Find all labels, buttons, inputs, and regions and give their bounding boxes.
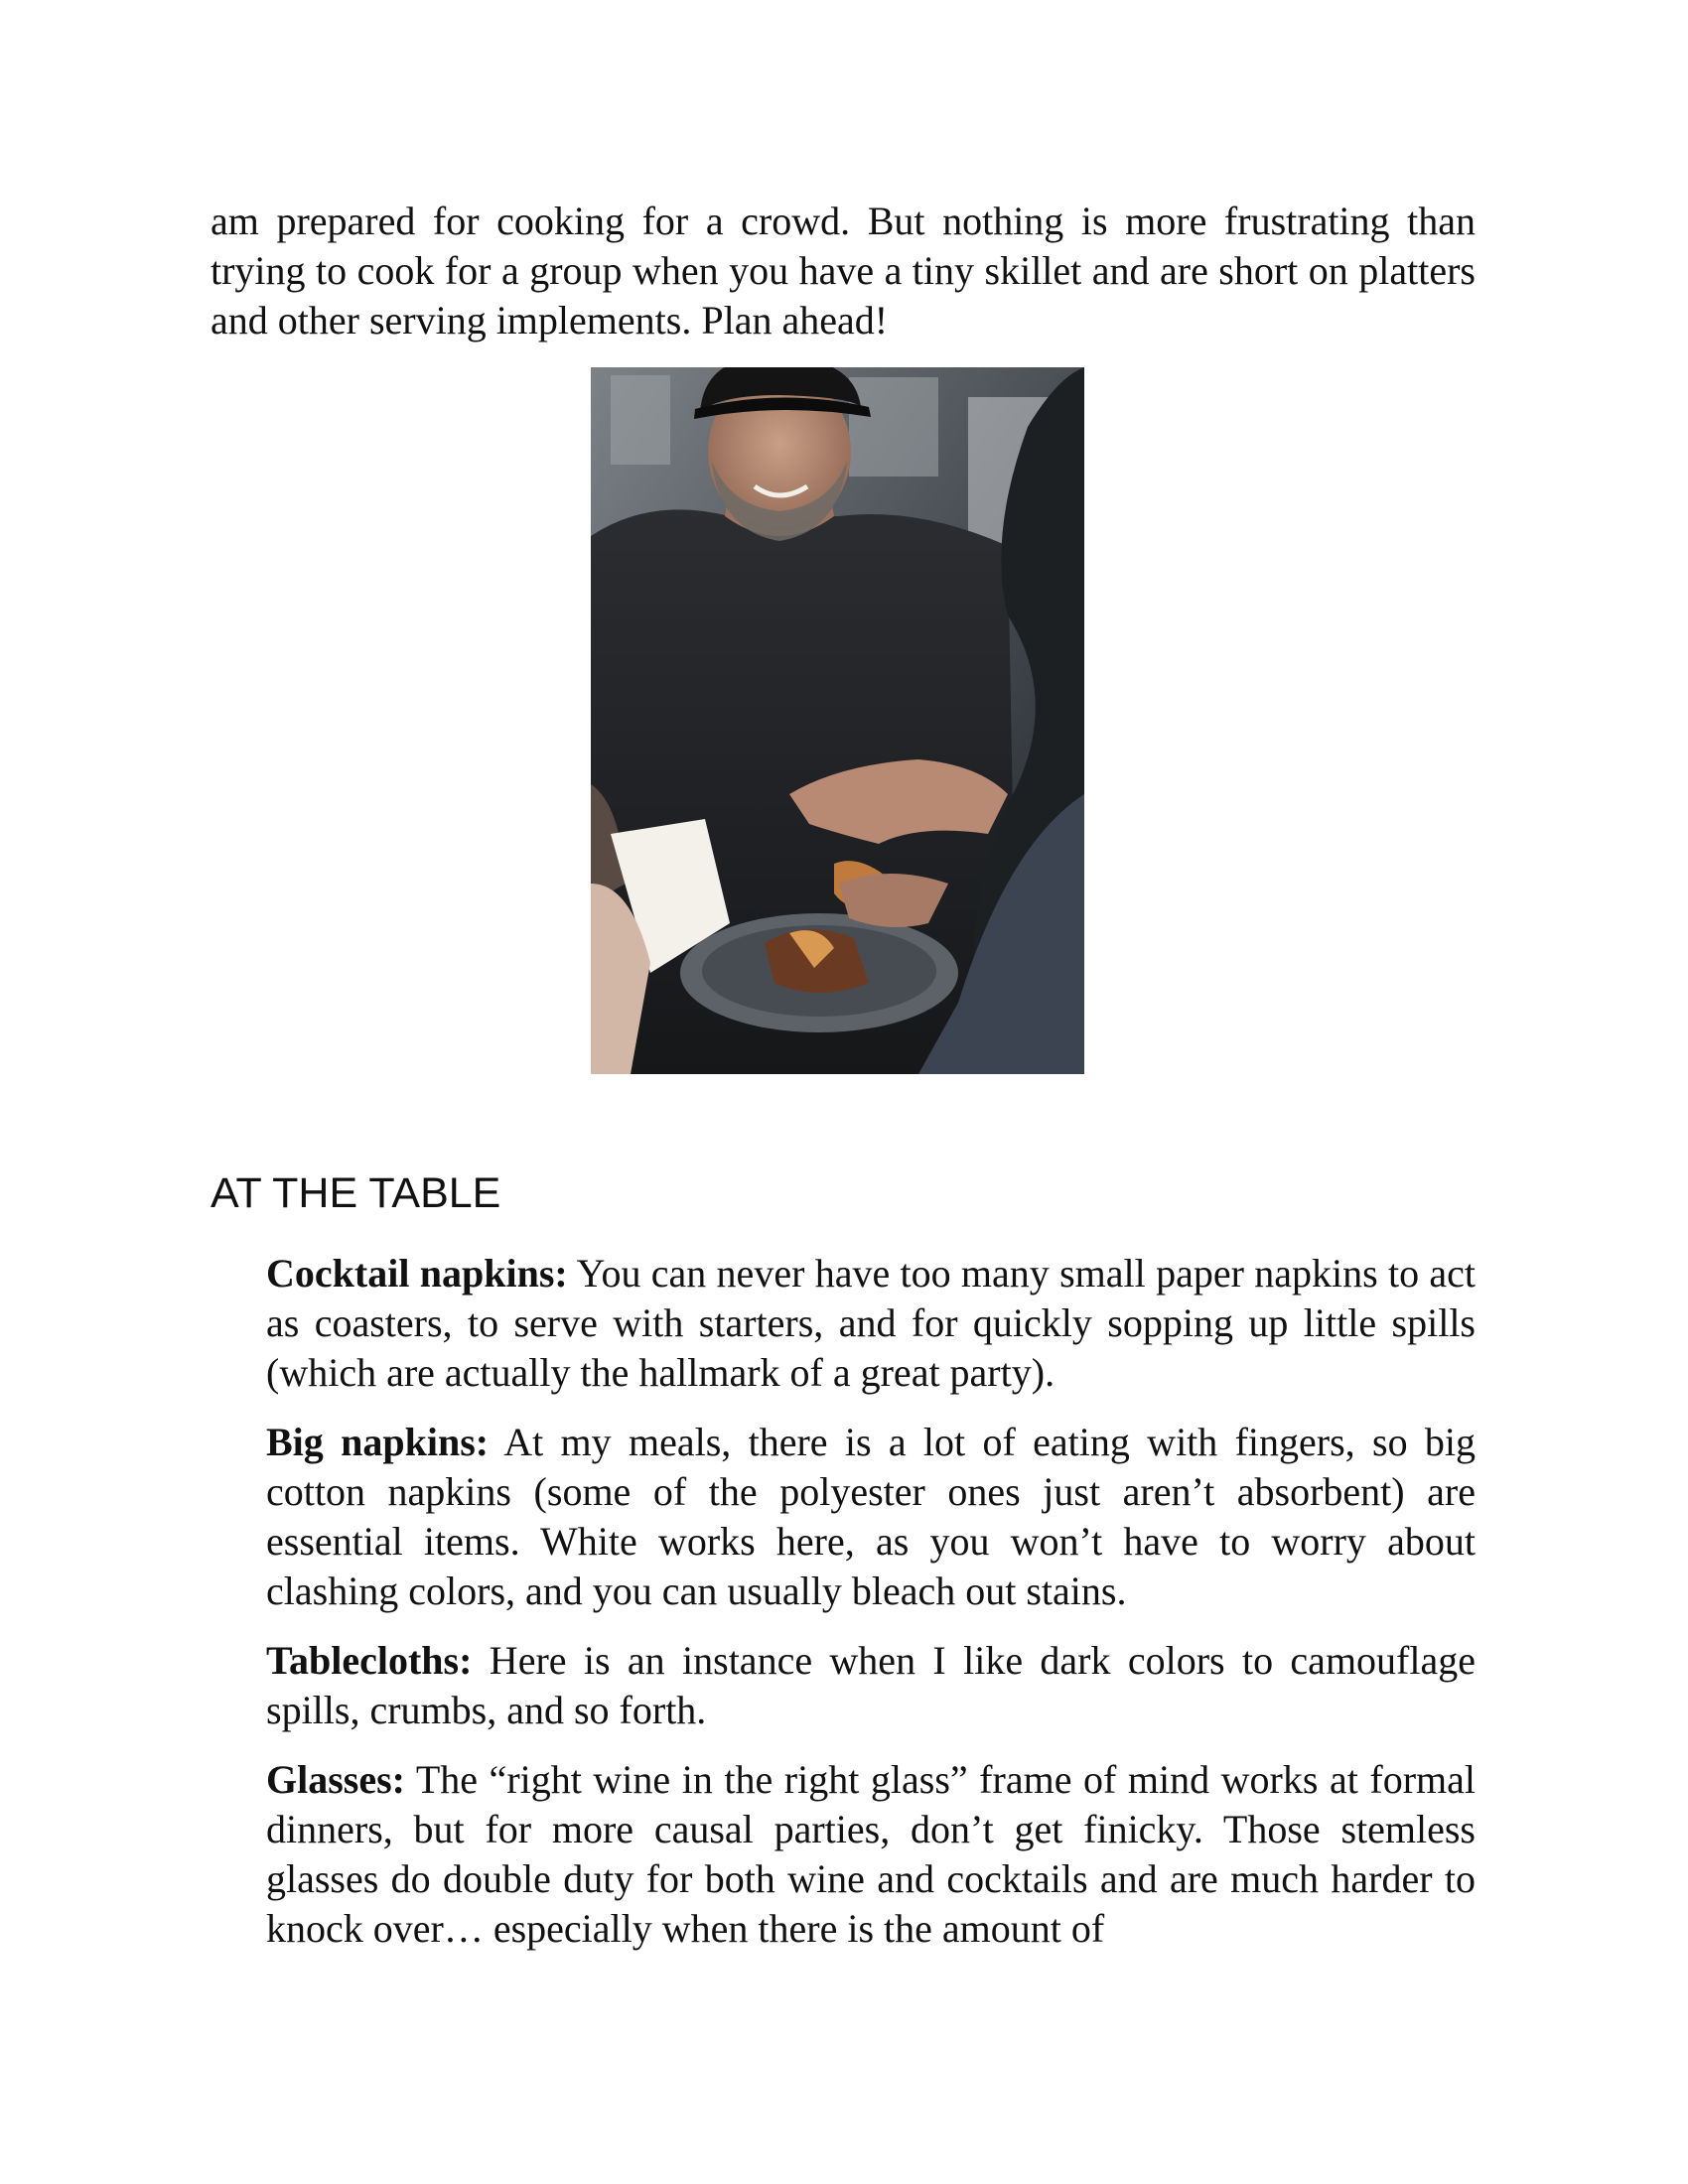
photo-man-serving-food [591, 367, 1084, 1074]
section-heading: AT THE TABLE [211, 1169, 501, 1217]
item-description: At my meals, there is a lot of eating with fingers, so big cotton napkins (some of the polyester ones just aren’t absorbent) are essential items. White works here, as you won’t have to worry about clashing colors, and you can usually bleach out stains. [266, 1420, 1477, 1613]
item-list [266, 1249, 1476, 1974]
item-term: Glasses: [266, 1757, 405, 1802]
list-item [266, 1249, 1476, 1398]
item-term: Big napkins: [266, 1420, 490, 1464]
list-item [266, 1755, 1476, 1954]
item-description: Here is an instance when I like dark colors to camouflage spills, crumbs, and so forth. [266, 1638, 1476, 1732]
list-item [266, 1636, 1476, 1735]
item-term: Cocktail napkins: [266, 1251, 568, 1296]
item-description: You can never have too many small paper napkins to act as coasters, to serve with starters, and for quickly sopping up little spills (which are actually the hallmark of a great party). [266, 1251, 1476, 1395]
item-description: The “right wine in the right glass” frame of mind works at formal dinners, but for more causal parties, don’t get finicky. Those stemless glasses do double duty for both wine and cocktails and are much harder to knock over… especially when there is the amount of [266, 1757, 1476, 1951]
photo-illustration [591, 367, 1084, 1074]
item-term: Tablecloths: [266, 1638, 473, 1683]
intro-paragraph: am prepared for cooking for a crowd. But nothing is more frustrating than trying to cook for a group when you have a tiny skillet and are short on platters and other serving implements. Plan ahead! [211, 199, 1476, 342]
list-item [266, 1418, 1476, 1616]
